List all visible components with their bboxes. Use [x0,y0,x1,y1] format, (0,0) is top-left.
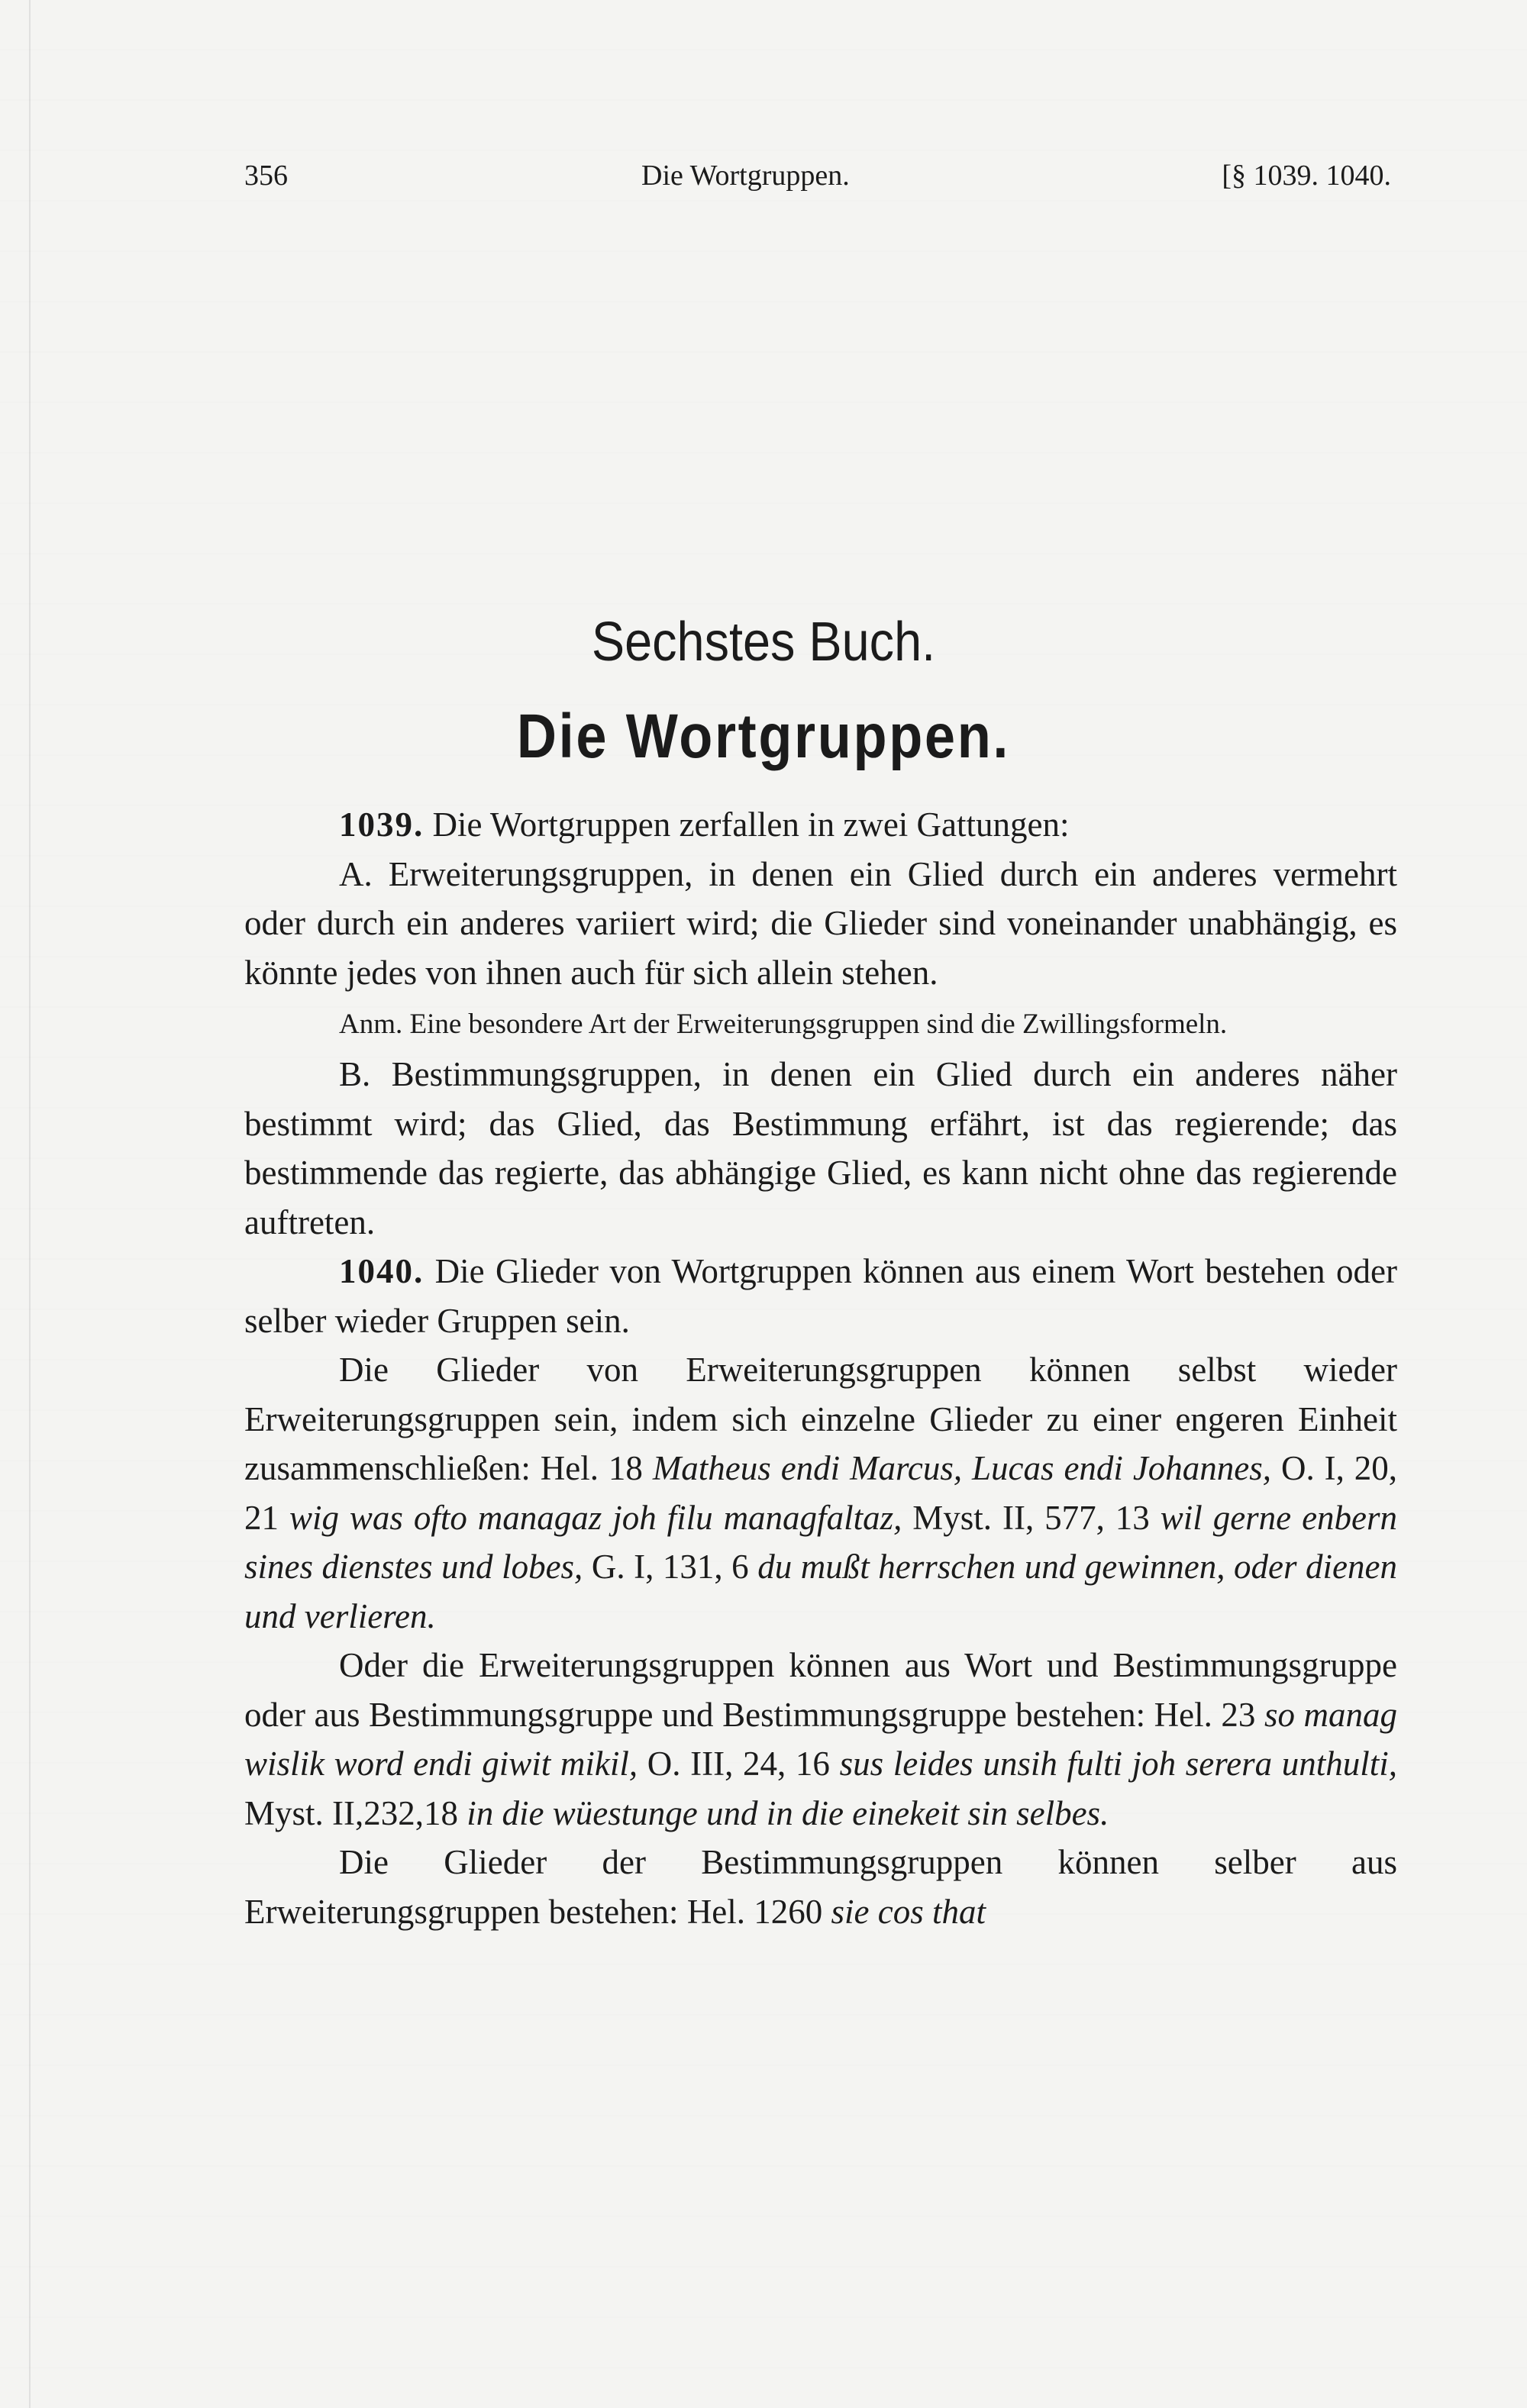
running-header [244,159,1391,197]
p2-quote-4: du mußt herrschen und gewinnen, oder dienen und verlieren. [244,1548,1397,1635]
section-1040-intro-text: Die Glieder von Wortgruppen können aus einem Wort bestehen oder selber wieder Gruppen sein. [244,1252,1397,1340]
paragraph-1039-intro [244,800,1397,850]
running-title: Die Wortgruppen. [641,160,850,192]
paragraph-1040-intro [244,1247,1397,1345]
p3-quote-2: sus leides unsih fulti joh serera unthulti, [839,1745,1397,1783]
p2-ref-2: Myst. II, 577, 13 [912,1498,1150,1537]
p4-quote-1: sie cos that [831,1892,986,1931]
p2-quote-1: Matheus endi Marcus, Lucas endi Johannes, [652,1449,1272,1487]
section-number-1040: 1040. [339,1252,425,1290]
p2-ref-1: O. I, 20, 21 [244,1449,1397,1537]
body-text [244,800,1397,1936]
p4-lead: Die Glieder der Bestimmungsgruppen können selber aus Erweiterungsgruppen bestehen: Hel. 1260 [244,1843,1397,1931]
p2-quote-2: wig was ofto managaz joh filu managfaltaz, [289,1498,902,1537]
paragraph-1039-b: B. Bestimmungsgruppen, in denen ein Glied durch ein anderes näher bestimmt wird; das Glied, das Bestimmung erfährt, ist das regierende; das bestimmende das regierte, das abhängige Glied, es kann nicht ohne das regierende auftreten. [244,1055,1397,1241]
paragraph-1040-3 [244,1641,1397,1838]
section-number-1039: 1039. [339,805,425,844]
p3-quote-1: so manag wislik word endi giwit mikil, [244,1695,1397,1783]
p2-ref-3: G. I, 131, 6 [591,1548,749,1586]
annotation [244,1003,1397,1045]
annotation-text: Eine besondere Art der Erweiterungsgruppen sind die Zwillingsformeln. [409,1009,1228,1040]
section-reference: [§ 1039. 1040. [1222,160,1391,192]
paragraph-1039-a: A. Erweiterungsgruppen, in denen ein Glied durch ein anderes vermehrt oder durch ein anderes variiert wird; die Glieder sind voneinander unabhängig, es könnte jedes von ihnen auch für sich allein stehen. [244,854,1397,992]
p3-lead: Oder die Erweiterungsgruppen können aus Wort und Bestimmungsgruppe oder aus Bestimmungsgruppe und Bestimmungsgruppe bestehen: Hel. 23 [244,1646,1397,1734]
page-edge [29,0,31,2408]
book-title: Sechstes Buch. [591,612,936,673]
section-1039-intro-text: Die Wortgruppen zerfallen in zwei Gattungen: [432,805,1070,844]
page-number: 356 [244,160,288,192]
p2-quote-3: wil gerne enbern sines dienstes und lobes, [244,1498,1398,1586]
p3-ref-2: Myst. II,232,18 [244,1793,458,1832]
p3-ref-1: O. III, 24, 16 [647,1745,830,1783]
paragraph-1040-2 [244,1345,1397,1641]
part-title: Die Wortgruppen. [516,702,1011,771]
annotation-label: Anm. [339,1009,403,1040]
p2-lead: Die Glieder von Erweiterungsgruppen können selbst wieder Erweiterungsgruppen sein, indem sich einzelne Glieder zu einer engeren Einheit zusammenschließen: Hel. 18 [244,1351,1397,1487]
p3-quote-3: in die wüestunge und in die einekeit sin selbes. [466,1793,1109,1832]
paragraph-1040-4 [244,1838,1397,1936]
